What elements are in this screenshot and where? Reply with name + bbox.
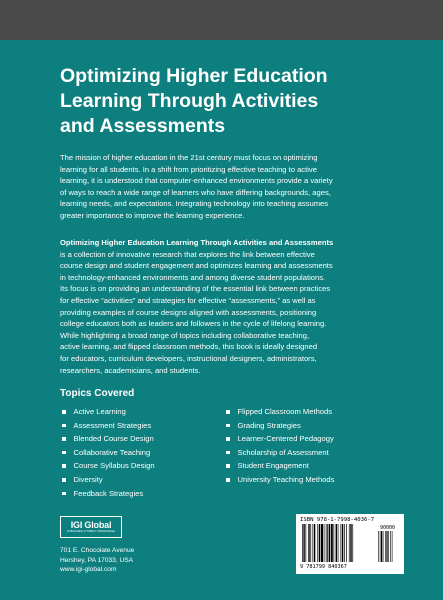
paragraph-line: learning for all students. In a shift from prioritizing effective teaching to active <box>60 164 317 174</box>
topic-label: Active Learning <box>73 407 126 416</box>
publisher-address <box>60 546 134 575</box>
logo-subtext: PUBLISHER of TIMELY KNOWLEDGE <box>67 529 115 533</box>
book-title-bold: Optimizing Higher Education Learning Through Activities and Assessments <box>60 238 334 247</box>
topic-item <box>226 432 334 446</box>
topic-label: Collaborative Teaching <box>73 447 151 457</box>
barcode-bars <box>300 524 400 564</box>
barcode <box>296 514 404 574</box>
title-line: Optimizing Higher Education <box>60 65 328 87</box>
topic-item <box>226 473 334 487</box>
topic-label: Learner-Centered Pedagogy <box>237 434 334 444</box>
title-line: and Assessments <box>60 115 226 137</box>
topic-item <box>62 432 155 446</box>
barcode-addon-bar <box>386 531 387 562</box>
bullet-icon <box>226 410 230 414</box>
topic-label: Grading Strategies <box>237 420 301 430</box>
barcode-bar <box>344 524 345 562</box>
topic-label: Feedback Strategies <box>73 488 144 498</box>
description-paragraph <box>60 237 390 376</box>
barcode-bar <box>319 524 320 562</box>
barcode-bar <box>313 524 314 562</box>
barcode-bar <box>308 524 309 562</box>
topic-label: Student Engagement <box>237 461 309 471</box>
bullet-icon <box>62 424 66 428</box>
topic-label: University Teaching Methods <box>237 474 335 484</box>
title-line: Learning Through Activities <box>60 90 319 112</box>
topic-item <box>62 446 155 460</box>
paragraph-line: is a collection of innovative research that explores the link between effective <box>60 249 315 259</box>
barcode-bar <box>346 524 347 562</box>
barcode-digits: 9 781799 840367 <box>300 564 347 570</box>
bullet-icon <box>226 424 230 428</box>
bullet-icon <box>226 437 230 441</box>
barcode-bar <box>321 524 323 562</box>
paragraph-line: active learning, and flipped classroom methods, this book is ideally designed <box>60 342 318 352</box>
paragraph-line: The mission of higher education in the 21st century must focus on optimizing <box>60 153 318 162</box>
logo-text: IGI Global <box>70 519 112 530</box>
topic-label: Course Syllabus Design <box>73 461 155 471</box>
bullet-icon <box>62 437 66 441</box>
barcode-bar <box>303 524 304 562</box>
barcode-addon-bar <box>385 531 386 562</box>
topic-item <box>62 419 155 433</box>
bullet-icon <box>226 464 230 468</box>
barcode-addon-bar <box>380 531 381 562</box>
barcode-addon-bar <box>392 531 393 562</box>
barcode-bar <box>329 524 330 562</box>
address-line: 701 E. Chocolate Avenue <box>60 547 135 554</box>
paragraph-line: of ways to reach a wide range of learners who have differing backgrounds, ages, <box>60 187 331 197</box>
bullet-icon <box>226 478 230 482</box>
paragraph-line: While highlighting a broad range of topics including collaborative teaching, <box>60 330 310 340</box>
barcode-bar <box>341 524 342 562</box>
paragraph-line: college educators both as leaders and followers in the cycle of lifelong learning. <box>60 319 327 329</box>
barcode-bar <box>317 524 318 562</box>
topic-label: Assessment Strategies <box>73 420 152 430</box>
topic-label: Blended Course Design <box>73 434 154 444</box>
bullet-icon <box>62 464 66 468</box>
topic-item <box>62 487 155 501</box>
isbn-label: ISBN 978-1-7998-4036-7 <box>300 517 375 523</box>
topic-label: Diversity <box>73 474 103 484</box>
paragraph-line: greater importance to improve the learning experience. <box>60 210 245 220</box>
barcode-bar <box>331 524 333 562</box>
paragraph-line: for educators, curriculum developers, instructional designers, administrators, <box>60 353 317 363</box>
barcode-bar <box>334 524 335 562</box>
barcode-bar <box>314 524 315 562</box>
barcode-bar <box>302 524 303 562</box>
topic-item <box>226 459 334 473</box>
paragraph-line: Its focus is on providing an understanding of the essential link between practices <box>60 284 331 294</box>
bullet-icon <box>62 410 66 414</box>
intro-paragraph <box>60 152 390 222</box>
paragraph-line: learning, it is understood that computer-enhanced environments provide a variety <box>60 176 333 186</box>
barcode-addon-bar <box>381 531 382 562</box>
topic-item <box>226 419 334 433</box>
barcode-bar <box>327 524 328 562</box>
barcode-bar <box>350 524 351 562</box>
publisher-logo <box>60 516 122 538</box>
paragraph-line: in technology-enhanced environments and among diverse student populations. <box>60 272 326 282</box>
topic-label: Scholarship of Assessment <box>237 447 329 457</box>
barcode-bar <box>310 524 311 562</box>
bullet-icon <box>62 478 66 482</box>
topic-item <box>226 405 334 419</box>
address-line: Hershey, PA 17033, USA <box>60 556 134 564</box>
barcode-bar <box>352 524 353 562</box>
barcode-bar <box>306 524 307 562</box>
paragraph-line: course design and student engagement and optimizes learning and assessments <box>60 261 333 271</box>
barcode-bar <box>324 524 325 562</box>
barcode-addon-bar <box>383 531 384 562</box>
topic-item <box>62 473 155 487</box>
book-title <box>60 64 400 139</box>
paragraph-line: researchers, academicians, and students. <box>60 365 201 375</box>
bullet-icon <box>62 451 66 455</box>
topics-list-left <box>62 405 155 500</box>
barcode-bar <box>338 524 339 562</box>
top-bar <box>0 0 443 40</box>
barcode-addon-bar <box>378 531 379 562</box>
topic-item <box>62 459 155 473</box>
barcode-bar <box>326 524 327 562</box>
paragraph-line: learning needs, and expectations. Integrating technology into teaching assumes <box>60 199 329 209</box>
topic-item <box>62 405 155 419</box>
topics-heading: Topics Covered <box>60 388 135 399</box>
barcode-addon-bar <box>388 531 389 562</box>
topic-item <box>226 446 334 460</box>
price-code: 90000 <box>380 525 396 531</box>
barcode-bar <box>349 524 350 562</box>
paragraph-line: for effective “activities” and strategies for effective “assessments,” as well as <box>60 295 316 305</box>
barcode-bar <box>342 524 343 562</box>
topics-list-right <box>226 405 334 487</box>
bullet-icon <box>226 451 230 455</box>
topic-label: Flipped Classroom Methods <box>237 407 333 416</box>
bullet-icon <box>62 492 66 496</box>
barcode-addon-bar <box>390 531 391 562</box>
barcode-bar <box>336 524 337 562</box>
paragraph-line: providing examples of course designs aligned with assessments, positioning <box>60 307 317 317</box>
website-link[interactable]: www.igi-global.com <box>60 566 117 574</box>
